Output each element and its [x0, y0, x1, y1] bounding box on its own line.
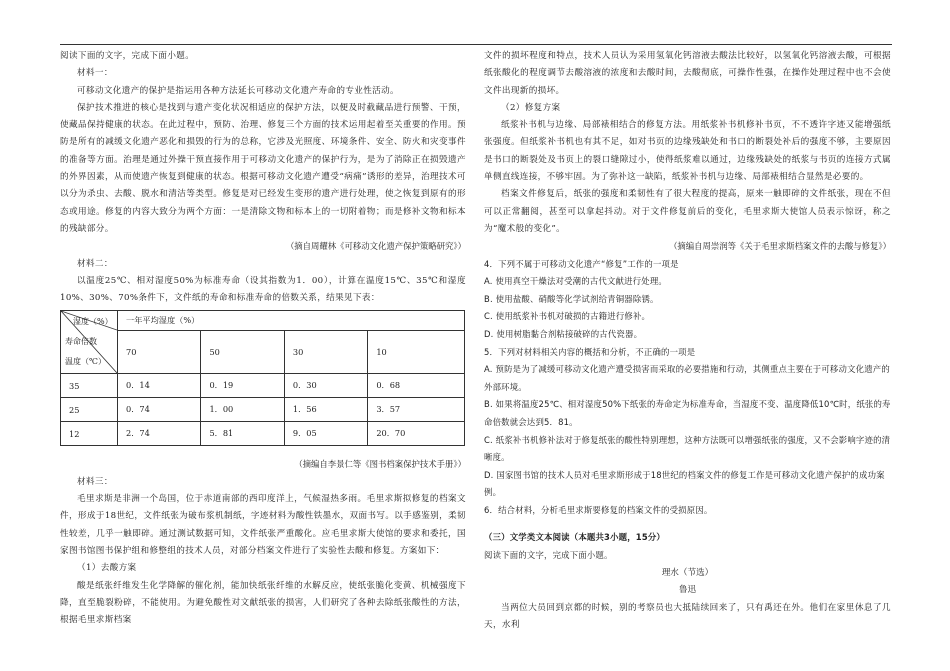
material-1-paragraph-2: 保护技术推进的核心是找到与遗产变化状况相适应的保护方法，以便及时截藏品进行预警、干预，使藏品保持健康的状态。在此过程中，预防、治理、修复三个方面的技术运用起着至关重要的作用。预防是所有的减缓文化遗产恶化和损毁的行为的总称，它涉及光照度、环境条件、安全、防火和灾变事件的准备等方面。治理是通过外操干预直接作用于可移动文化遗产的保护行为，是为了消除正在损毁遗产的外界因素，从而使遗产恢复到健康的状态。根据可移动文化遗产遭受“病痛”诱形的差异，治理技术可以分为杀虫、去酸、脱水和清洁等类型。修复是对已经发生变形的遗产进行处理，使之恢复到原有的形态或用途。修复的内容大致分为两个方面：一是清除文物和标本上的一切附着物；而是修补文物和标本的残缺部分。	[60, 102, 466, 234]
table-cell: 2．74	[118, 422, 201, 446]
story-paragraph-1: 当两位大员回到京都的时候，别的考察员也大抵陆续回来了，只有禹还在外。他们在家里休息了几天，水利	[484, 602, 891, 631]
material-3-paragraph-2: 酸是纸张纤维发生化学降解的催化剂，能加快纸张纤维的水解反应，使纸张脆化变黄、机械强度下降，直至脆裂粉碎，不能使用。为避免酸性对文献纸张的损害，人们研究了各种去除纸张酸性的方法，根据毛里求斯档案	[60, 580, 466, 626]
table-row	[61, 374, 465, 398]
table-diagonal-header	[61, 311, 118, 374]
humidity-col-30: 30	[284, 331, 367, 374]
table-cell: 20．70	[368, 422, 465, 446]
question-4: 4．下列不属于可移动文化遗产“修复”工作的一项是	[484, 258, 679, 269]
diag-label-multiplier: 寿命倍数	[65, 337, 97, 347]
question-5-option-a: A. 预防是为了减缓可移动文化遗产遭受损害而采取的必要措施和行动，其侧重点主要在于可移动文化遗产的外部环境。	[484, 364, 890, 392]
material-3-label: 材料三：	[77, 476, 113, 487]
table-cell: 1．56	[284, 398, 367, 422]
humidity-col-70: 70	[118, 331, 201, 374]
material-1-citation: （摘自周耀林《可移动文化遗产保护策略研究》）	[285, 241, 466, 252]
story-author: 鲁迅	[678, 585, 697, 596]
header-rule	[60, 44, 892, 45]
material-2-citation: （摘编自李景仁等《图书档案保护技术手册》）	[294, 459, 466, 470]
deacidification-continued: 文件的损坏程度和特点，技术人员认为采用氢氧化钙溶液去酸法比较好，以氢氧化钙溶液去酸，可根据纸张酸化的程度调节去酸溶液的浓度和去酸时间，去酸彻底，可操作性强，在操作处理过程中也不会使文件出现新的损坏。	[484, 51, 891, 96]
question-4-option-d: D. 使用树脂黏合剂粘接破碎的古代瓷器。	[484, 328, 643, 339]
row-temp: 35	[61, 374, 118, 398]
question-6: 6．结合材料，分析毛里求斯要修复的档案文件的受损原因。	[484, 504, 713, 515]
intro-text: 阅读下面的文字，完成下面小题。	[60, 51, 195, 61]
row-temp: 25	[61, 398, 118, 422]
question-5: 5．下列对材料相关内容的概括和分析，不正确的一项是	[484, 346, 696, 357]
material-1-label: 材料一：	[77, 68, 113, 79]
material-2-label: 材料二：	[77, 258, 113, 269]
question-4-option-b: B. 使用盐酸、硝酸等化学试剂给青铜器除锈。	[484, 293, 659, 304]
diag-label-humidity: 湿度（%）	[73, 317, 113, 327]
material-2-paragraph: 以温度25℃、相对湿度50%为标准寿命（设其指数为1．00），计算在温度15℃、35℃和湿度10%、30%、70%条件下，文件纸的寿命和标准寿命的倍数关系，结果见下表：	[60, 275, 466, 304]
repair-paragraph-2: 档案文件修复后，纸张的强度和柔韧性有了很大程度的提高，原来一触即碎的文件纸张，现在不但可以正常翻阅，甚至可以拿起抖动。对于文件修复前后的变化，毛里求斯大使馆人员表示惊讶，称之为“魔术般的变化”。	[484, 189, 891, 234]
table-group-header: 一年平均湿度（%）	[118, 311, 465, 331]
left-column	[60, 48, 466, 629]
humidity-col-50: 50	[201, 331, 284, 374]
table-cell: 3．57	[368, 398, 465, 422]
question-5-option-c: C. 纸浆补书机修补法对于修复纸张的酸性特别理想，这种方法既可以增强纸张的强度，又不会影响字迹的清晰度。	[484, 434, 891, 463]
right-column	[484, 48, 891, 634]
question-4-option-c: C. 使用纸浆补书机对破损的古籍进行修补。	[484, 311, 651, 322]
material-1-paragraph-1: 可移动文化遗产的保护是指运用各种方法延长可移动文化遗产寿命的专业性活动。	[77, 85, 399, 96]
table-cell: 5．81	[201, 422, 284, 446]
material-3-citation: （摘编自周崇润等《关于毛里求斯档案文件的去酸与修复》）	[669, 241, 891, 252]
table-cell: 1．00	[201, 398, 284, 422]
table-cell: 0．30	[284, 374, 367, 398]
question-4-option-a: A. 使用真空干燥法对受潮的古代文献进行处理。	[484, 276, 668, 287]
repair-heading: （2）修复方案	[501, 102, 561, 113]
table-cell: 0．14	[118, 374, 201, 398]
lifespan-table	[60, 310, 465, 446]
material-3-paragraph-1: 毛里求斯是非洲一个岛国，位于赤道南部的西印度洋上，气候湿热多雨。毛里求斯拟修复的档案文件，形成于18世纪，文件纸张为破布浆机制纸，字迹材料为酸性铁墨水，双面书写。以手感鉴别，柔韧性较差，几乎一触即碎。通过测试数据可知，文件纸张严重酸化。应毛里求斯大使馆的要求和委托，国家图书馆图书保护组和修整组的技术人员，对部分档案文件进行了实验性去酸和修复。方案如下：	[60, 494, 466, 556]
story-title: 理水（节选）	[661, 567, 714, 578]
question-5-option-d: D. 国家图书馆的技术人员对毛里求斯形成于18世纪的档案文件的修复工作是可移动文化遗产保护的成功案例。	[484, 469, 885, 498]
section-3-heading: （三）文学类文本阅读（本题共3小题，15分）	[484, 532, 666, 543]
table-cell: 0．19	[201, 374, 284, 398]
table-row	[61, 422, 465, 446]
deacidification-heading: （1）去酸方案	[77, 563, 137, 574]
repair-paragraph-1: 纸浆补书机与边缘、局部裱相结合的修复方法。用纸浆补书机修补书页，不不透许字迹又能增强纸张强度。但纸浆补书机也有其不足，如对书页的边缘残缺处和书口的断裂处补后的强度不够，主要原因是书口的断裂处及书页上的裂口缝隙过小，使得纸浆难以通过，边缘残缺处的纸浆与书页的连接方式属单侧直线连接，不够牢固。为了弥补这一缺陷，纸浆补书机与边缘、局部裱相结合显然是必要的。	[484, 120, 891, 183]
section-3-intro: 阅读下面的文字，完成下面小题。	[484, 550, 613, 561]
table-cell: 0．68	[368, 374, 465, 398]
table-cell: 0．74	[118, 398, 201, 422]
question-5-option-b: B. 如果将温度25℃、相对湿度50%下纸张的寿命定为标准寿命，当湿度不变、温度降低10℃时，纸张的寿命倍数就会达到5．81。	[484, 399, 891, 427]
table-row	[61, 398, 465, 422]
row-temp: 12	[61, 422, 118, 446]
diag-label-temperature: 温度（℃）	[65, 357, 106, 367]
table-cell: 9．05	[284, 422, 367, 446]
humidity-col-10: 10	[368, 331, 465, 374]
